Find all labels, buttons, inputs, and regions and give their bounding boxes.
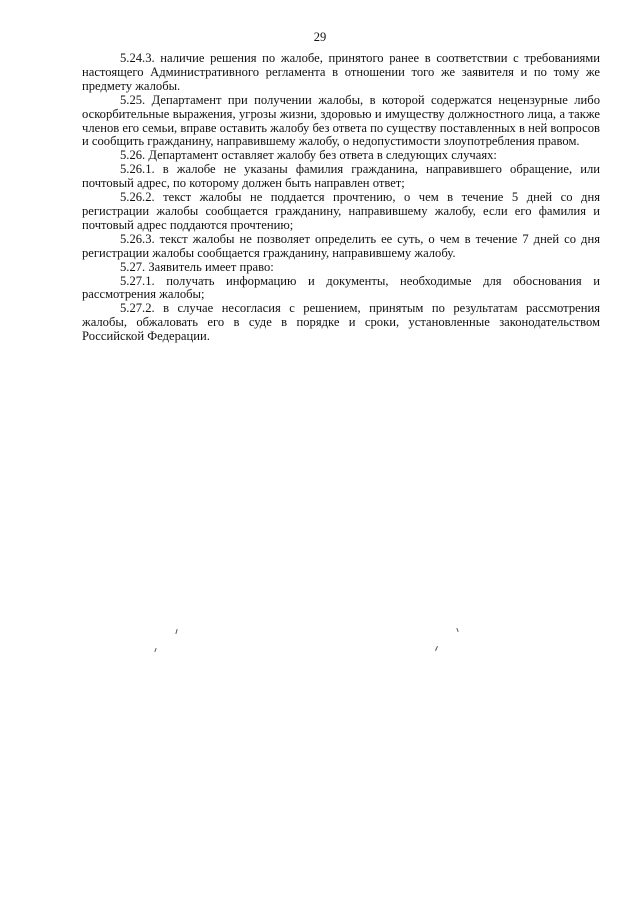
- paragraph-5-25: 5.25. Департамент при получении жалобы, в которой содержатся нецензурные либо оскорбительные выражения, угрозы жизни, здоровью и имуществу должностного лица, а также членов его семьи, вправе оставить жалобу без ответа по существу поставленных в ней вопросов и сообщить гражданину, направившему жалобу, о недопустимости злоупотребления правом.: [82, 92, 600, 149]
- paragraph-5-26-1: 5.26.1. в жалобе не указаны фамилия гражданина, направившего обращение, или почтовый адрес, по которому должен быть направлен ответ;: [82, 162, 600, 191]
- paragraph-5-26-2: 5.26.2. текст жалобы не поддается прочтению, о чем в течение 5 дней со дня регистрации жалобы сообщается гражданину, направившему жалобу, если его фамилия и почтовый адрес поддаются прочтению;: [82, 190, 600, 232]
- paragraph-5-24-3: 5.24.3. наличие решения по жалобе, принятого ранее в соответствии с требованиями настоящего Административного регламента в отношении того же заявителя и по тому же предмету жалобы.: [82, 51, 600, 93]
- paragraph-5-27: 5.27. Заявитель имеет право:: [120, 259, 274, 274]
- paragraph-5-27-2: 5.27.2. в случае несогласия с решением, принятым по результатам рассмотрения жалобы, обжаловать его в суде в порядке и сроки, установленные законодательством Российской Федерации.: [82, 301, 600, 344]
- scan-speck: [456, 628, 458, 632]
- page-number: 29: [313, 30, 327, 44]
- paragraph-5-26-3: 5.26.3. текст жалобы не позволяет определить ее суть, о чем в течение 7 дней со дня регистрации жалобы сообщается гражданину, направившему жалобу.: [82, 231, 600, 260]
- paragraph-5-27-1: 5.27.1. получать информацию и документы, необходимые для обоснования и рассмотрения жалобы;: [82, 273, 600, 302]
- scan-speck: [175, 629, 177, 634]
- paragraph-5-26: 5.26. Департамент оставляет жалобу без ответа в следующих случаях:: [120, 148, 497, 163]
- scan-speck: [154, 648, 156, 652]
- document-body: [82, 52, 600, 344]
- scan-speck: [435, 646, 438, 651]
